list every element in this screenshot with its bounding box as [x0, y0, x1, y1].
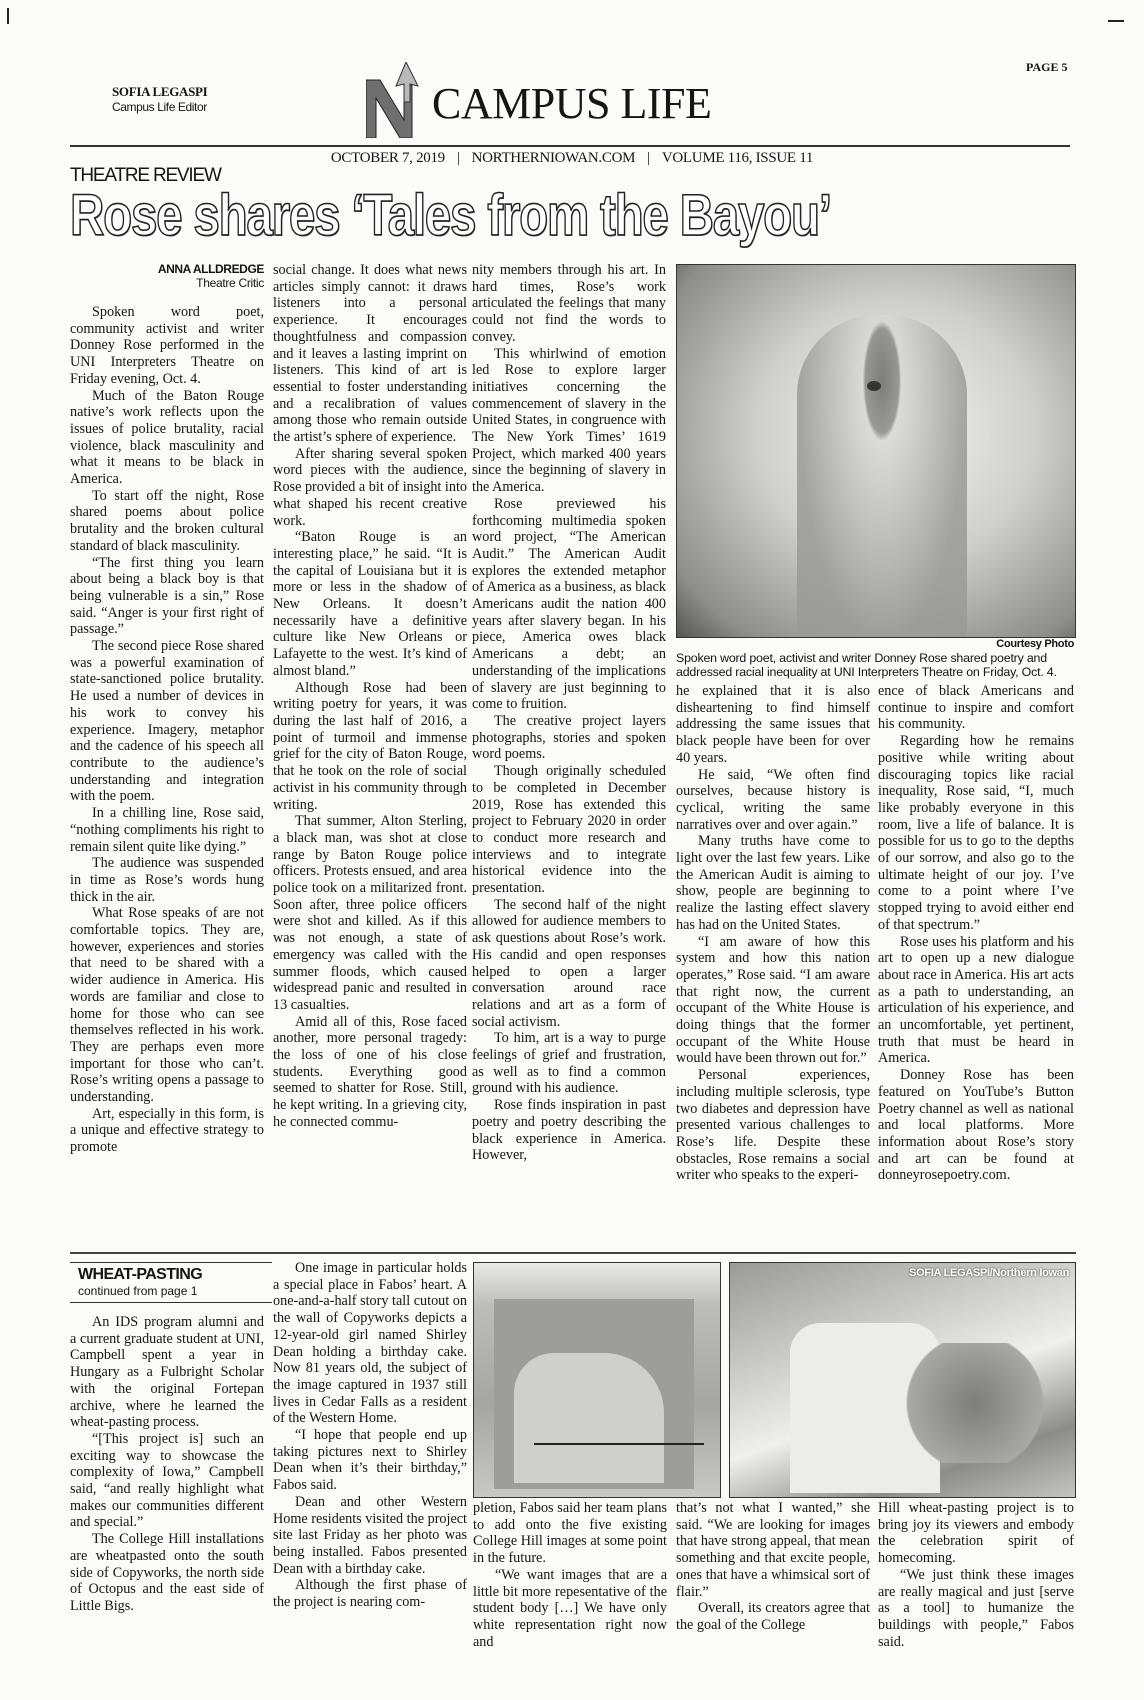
website-link[interactable]: NORTHERNIOWAN.COM: [471, 150, 636, 166]
paragraph: Though originally scheduled to be completed in December 2019, Rose has extended this project to February 2020 in order to conduct more research and interviews and to integrate historical evidence into the presentation.: [472, 763, 666, 897]
paragraph: Personal experiences, including multiple sclerosis, type two diabetes and depression have presented various challenges to Rose’s life. Despite these obstacles, Rose remains a social writer who speaks to the experi-: [676, 1067, 870, 1184]
paragraph: Dean and other Western Home residents visited the project site last Friday as her photo was being installed. Fabos presented Dean with a birthday cake.: [273, 1493, 467, 1577]
paragraph: he explained that it is also disheartening to find himself addressing the same issues that black people have been for over 40 years.: [676, 683, 870, 766]
jump-column-4: [676, 1500, 870, 1634]
separator: |: [647, 150, 650, 166]
paragraph: The creative project layers photographs, stories and spoken word poems.: [472, 712, 666, 763]
paragraph: Regarding how he remains positive while writing about discouraging topics like racial inequality, Rose said, “I, much like probably everyone in this room, live a life of balance. It is possible for us to go to the depths of our sorrow, and also go to the ultimate height of our joy. I’ve come to a point where I’ve stopped trying to avoid either end of that spectrum.”: [878, 733, 1074, 933]
paragraph: that’s not what I wanted,” she said. “We are looking for images that have strong appeal, that mean something and that excite people, ones that have a whimsical sort of flair.”: [676, 1500, 870, 1600]
article-column-3: [472, 262, 666, 1164]
paragraph: Rose finds inspiration in past poetry and poetry describing the black experience in America. However,: [472, 1097, 666, 1164]
paragraph: “We just think these images are really magical and just [serve as a tool] to humanize the buildings with people,” Fabos said.: [878, 1566, 1074, 1650]
paragraph: Donney Rose has been featured on YouTube’s Button Poetry channel as well as national and local platforms. More information about Rose’s story and art can be found at donneyrosepoetry.com.: [878, 1067, 1074, 1184]
paragraph: He said, “We often find ourselves, because history is cyclical, writing the same narratives over and over again.”: [676, 766, 870, 833]
paragraph: “[This project is] such an exciting way to showcase the complexity of Iowa,” Campbell said, “and really highlight what makes our communities different and special.”: [70, 1430, 264, 1531]
editor-role: Campus Life Editor: [112, 100, 207, 114]
issue-date: OCTOBER 7, 2019: [330, 150, 445, 166]
mural-cutout: [514, 1353, 664, 1483]
jump-column-3: [473, 1500, 667, 1650]
paragraph: The second half of the night allowed for audience members to ask questions about Rose’s work. His candid and open responses helped to open a larger conversation around race relations and art as a form of social activism.: [472, 896, 666, 1030]
byline: [70, 262, 264, 290]
paragraph: Although Rose had been writing poetry for years, it was during the last half of 2016, a point of turmoil and immense grief for the city of Baton Rouge, that he took on the role of social activist in his community through writing.: [273, 679, 467, 813]
paragraph: Spoken word poet, community activist and writer Donney Rose performed in the UNI Interpreters Theatre on Friday evening, Oct. 4.: [70, 304, 264, 387]
paragraph: “The first thing you learn about being a black boy is that being vulnerable is a sin,” Rose said. “Anger is your first right of passage.”: [70, 554, 264, 638]
masthead-rule: [70, 145, 1070, 147]
paragraph: What Rose speaks of are not comfortable topics. They are, however, experiences and stories that need to be shared with a wider audience in America. His words are familiar and close to home for those who can see themselves reflected in his work. They are perhaps even more important for those who can’t. Rose’s writing opens a passage to understanding.: [70, 905, 264, 1106]
paragraph: After sharing several spoken word pieces with the audience, Rose provided a bit of insight into what shaped his recent creative work.: [273, 445, 467, 529]
performer-figure: [797, 315, 967, 638]
article-column-5: [878, 683, 1074, 1184]
photo-credit: SOFIA LEGASPI/Northern Iowan: [909, 1267, 1069, 1279]
paragraph: That summer, Alton Sterling, a black man, was shot at close range by Baton Rouge police officers. Protests ensued, and area police took on a militarized front. Soon after, three police officers were shot and killed. As if this was not enough, a state of emergency was called with the summer floods, which caused widespread panic and resulted in 13 casualties.: [273, 813, 467, 1013]
microphone: [867, 381, 881, 391]
paragraph: pletion, Fabos said her team plans to add onto the five existing College Hill images at some point in the future.: [473, 1500, 667, 1567]
paragraph: Rose previewed his forthcoming multimedia spoken word project, “The American Audit.” The American Audit explores the extended metaphor of America as a business, as black Americans audit the nation 400 years after slavery began. In his piece, America owes black Americans a debt; an understanding of the implications of slavery are just beginning to come to fruition.: [472, 495, 666, 713]
wheatpaste-photo-storefront: [729, 1262, 1076, 1498]
paragraph: Many truths have come to light over the last few years. Like the American Audit is aiming to show, people are beginning to realize the lasting effect slavery has had on the United States.: [676, 833, 870, 933]
paragraph: One image in particular holds a special place in Fabos’ heart. A one-and-a-half story tall cutout on the wall of Copyworks depicts a 12-year-old girl named Shirley Dean holding a birthday cake. Now 81 years old, the subject of the image captured in 1937 still lives in Cedar Falls as a resident of the Western Home.: [273, 1260, 467, 1427]
article-column-1: [70, 262, 264, 1156]
crop-mark: [7, 8, 9, 24]
page-number: PAGE 5: [1026, 60, 1068, 74]
paragraph: “I am aware of how this system and how this nation operates,” Rose said. “I am aware that right now, the current occupant of the White House is doing things that the former occupant of the White House would have been thrown out for.”: [676, 933, 870, 1067]
paragraph: ence of black Americans and continue to inspire and comfort his community.: [878, 683, 1074, 733]
paragraph: To start off the night, Rose shared poems about police brutality and the broken cultural standard of black masculinity.: [70, 487, 264, 554]
paragraph: The audience was suspended in time as Rose’s words hung thick in the air.: [70, 855, 264, 905]
paragraph: Art, especially in this form, is a unique and effective strategy to promote: [70, 1105, 264, 1156]
jump-column-1: [70, 1314, 264, 1615]
jump-subtitle: continued from page 1: [78, 1284, 198, 1298]
crop-mark: [1108, 20, 1124, 22]
byline-role: Theatre Critic: [196, 276, 264, 290]
paragraph: Rose uses his platform and his art to open up a new dialogue about race in America. His art acts as a path to understanding, an articulation of his experience, and an uncomfortable, yet pertinent, truth that must be heard in America.: [878, 933, 1074, 1067]
photo-credit: Courtesy Photo: [996, 638, 1074, 650]
paragraph: An IDS program alumni and a current graduate student at UNI, Campbell spent a year in Hungary as a Fulbright Scholar with the original Fortepan archive, where he learned the wheat-pasting process.: [70, 1314, 264, 1431]
byline-name: ANNA ALLDREDGE: [157, 262, 264, 276]
article-column-4: [676, 683, 870, 1184]
article-headline: Rose shares ‘Tales from the Bayou’: [70, 183, 831, 248]
editor-name: SOFIA LEGASPI: [112, 84, 208, 99]
section-title: CAMPUS LIFE: [432, 79, 712, 128]
article-column-2: [273, 262, 467, 1131]
jump-header: [70, 1262, 272, 1303]
paragraph: “I hope that people end up taking pictures next to Shirley Dean when it’s their birthday,” Fabos said.: [273, 1427, 467, 1494]
paragraph: “We want images that are a little bit more repesentative of the student body […] We have only white representation right now and: [473, 1566, 667, 1650]
paragraph: Overall, its creators agree that the goal of the College: [676, 1600, 870, 1633]
northern-iowan-logo-icon: [366, 62, 428, 138]
jump-title: WHEAT-PASTING: [78, 1266, 203, 1283]
railing: [534, 1443, 704, 1445]
tree: [900, 1343, 1050, 1463]
article-kicker: THEATRE REVIEW: [70, 165, 221, 186]
paragraph: The second piece Rose shared was a powerful examination of state-sanctioned police brutality. He used a number of devices in his work to convey his experience. Imagery, metaphor and the cadence of his speech all contribute to the audience’s understanding and integration with the poem.: [70, 638, 264, 805]
paragraph: To him, art is a way to purge feelings of grief and frustration, as well as to find a common ground with his audience.: [472, 1030, 666, 1097]
article-photo-donney-rose: [676, 264, 1076, 638]
volume-issue: VOLUME 116, ISSUE 11: [661, 150, 814, 166]
paragraph: nity members through his art. In hard times, Rose’s work articulated the feelings that many could not find the words to convey.: [472, 262, 666, 345]
photo-caption: Spoken word poet, activist and writer Donney Rose shared poetry and addressed racial inequality at UNI Interpreters Theatre on Friday, Oct. 4.: [676, 651, 1057, 680]
paragraph: Much of the Baton Rouge native’s work reflects upon the issues of police brutality, racial violence, black masculinity and what it means to be black in America.: [70, 387, 264, 488]
paragraph: This whirlwind of emotion led Rose to explore larger initiatives concerning the commencement of slavery in the United States, in congruence with The New York Times’ 1619 Project, which marked 400 years since the beginning of slavery in the America.: [472, 345, 666, 496]
section-divider: [70, 1252, 1076, 1254]
paragraph: Hill wheat-pasting project is to bring joy its viewers and embody the celebration spirit of homecoming.: [878, 1500, 1074, 1567]
separator: |: [456, 150, 460, 166]
jump-column-2: [273, 1260, 467, 1611]
paragraph: Although the first phase of the project is nearing com-: [273, 1577, 467, 1611]
paragraph: The College Hill installations are wheatpasted onto the south side of Copyworks, the north side of Octopus and the east side of Little Bigs.: [70, 1531, 264, 1614]
paragraph: “Baton Rouge is an interesting place,” he said. “It is the capital of Louisiana but it is more or less in the shadow of New Orleans. It doesn’t necessarily have a definitive culture like New Orleans or Lafayette to the west. It’s kind of almost bland.”: [273, 529, 467, 679]
paragraph: In a chilling line, Rose said, “nothing compliments his right to remain silent quite like dying.”: [70, 805, 264, 855]
paragraph: social change. It does what news articles simply cannot: it draws listeners into a personal experience. It encourages thoughtfulness and compassion and it leaves a lasting imprint on listeners. This kind of art is essential to foster understanding and a recalibration of values among those who remain outside the artist’s sphere of experience.: [273, 262, 467, 446]
jump-column-5: [878, 1500, 1074, 1650]
paragraph: Amid all of this, Rose faced another, more personal tragedy: the loss of one of his close students. Everything good seemed to shatter for Rose. Still, he kept writing. In a grieving city, he connected commu-: [273, 1013, 467, 1130]
wheatpaste-photo-copyworks: [473, 1262, 721, 1498]
